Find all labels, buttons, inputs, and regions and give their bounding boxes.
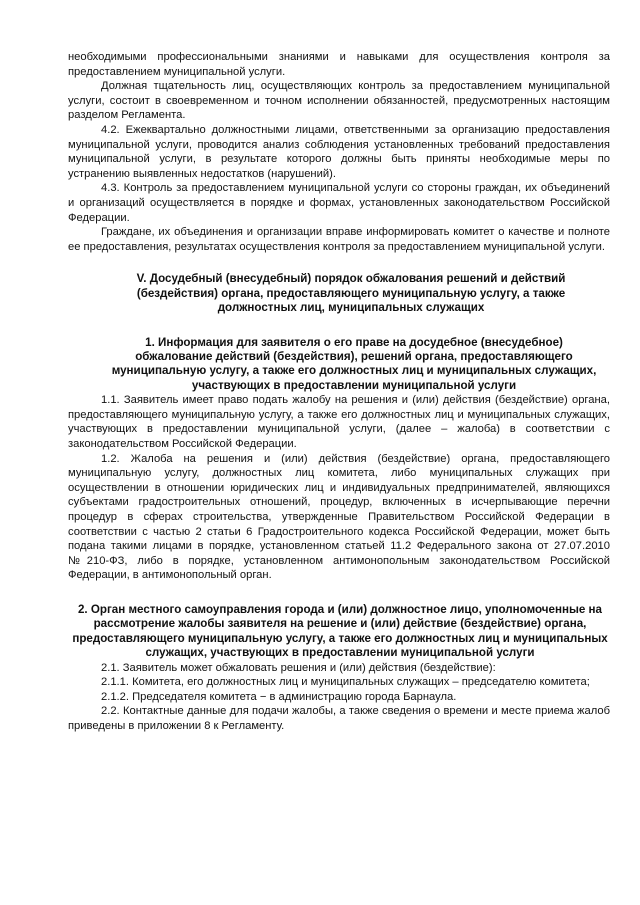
paragraph-continuation: необходимыми профессиональными знаниями и навыками для осуществления контроля за предоставлением муниципальной услуги.: [68, 51, 610, 78]
paragraph-1-1: 1.1. Заявитель имеет право подать жалобу на решения и (или) действия (бездействие) органа, предоставляющего муниципальную услугу, а также его должностных лиц и муниципальных служащих, участвующих в предоставлении муниципальной услуги, (далее – жалоба) в соответствии с законодательством Российской Федерации.: [68, 394, 610, 450]
section-5-heading: V. Досудебный (внесудебный) порядок обжалования решений и действий (бездействия) органа, предоставляющего муниципальную услугу, а также должностных лиц, муниципальных служащих: [136, 272, 566, 315]
paragraph-2-2: 2.2. Контактные данные для подачи жалобы, а также сведения о времени и месте приема жалоб приведены в приложении 8 к Регламенту.: [68, 705, 610, 732]
paragraph-2-1: 2.1. Заявитель может обжаловать решения и (или) действия (бездействие):: [101, 661, 496, 674]
paragraph-2-1-2: 2.1.2. Председателя комитета − в администрацию города Барнаула.: [101, 690, 457, 703]
subsection-2-heading: 2. Орган местного самоуправления города и (или) должностное лицо, уполномоченные на рассмотрение жалобы заявителя на решение и (или) действие (бездействие) органа, предоставляющего муниципальную услугу, а также его должностных лиц и муниципальных служащих, участвующих в предоставлении муниципальной услуги: [72, 602, 608, 660]
paragraph-2-1-1: 2.1.1. Комитета, его должностных лиц и муниципальных служащих – председателю комитета;: [101, 676, 590, 689]
subsection-1-heading: 1. Информация для заявителя о его праве на досудебное (внесудебное) обжалование действий (бездействия), решений органа, предоставляющего муниципальную услугу, а также его должностных лиц и муниципальных служащих, участвующих в предоставлении муниципальной услуги: [111, 335, 597, 392]
paragraph-4-3: 4.3. Контроль за предоставлением муниципальной услуги со стороны граждан, их объединений и организаций осуществляется в порядке и формах, установленных законодательством Российской Федерации.: [68, 182, 610, 224]
paragraph-citizens: Граждане, их объединения и организации вправе информировать комитет о качестве и полноте ее предоставления, результатах осуществления контроля за предоставлением муниципальной услуги.: [68, 226, 610, 253]
paragraph-4-2: 4.2. Ежеквартально должностными лицами, ответственными за организацию предоставления муниципальной услуги, проводится анализ соблюдения установленных требований предоставления муниципальной услуги, в результате которого должны быть приняты необходимые меры по устранению выявленных недостатков (нарушений).: [68, 123, 610, 180]
paragraph-diligence: Должная тщательность лиц, осуществляющих контроль за предоставлением муниципальной услуги, состоит в своевременном и точном исполнении обязанностей, предусмотренных настоящим разделом Регламента.: [68, 80, 610, 122]
paragraph-1-2: 1.2. Жалоба на решения и (или) действия (бездействие) органа, предоставляющего муниципальную услугу, должностных лиц комитета, либо муниципальных служащих при осуществлении в отношении юридических лиц и индивидуальных предпринимателей, являющихся субъектами градостроительных отношений, процедур, включенных в исчерпывающие перечни процедур в сферах строительства, утвержденные Правительством Российской Федерации в соответствии с частью 2 статьи 6 Градостроительного кодекса Российской Федерации, может быть подана такими лицами в порядке, установленном статьей 11.2 Федерального закона от 27.07.2010 №210-ФЗ, либо в порядке, установленном антимонопольным законодательством Российской Федерации, в антимонопольный орган.: [68, 452, 610, 582]
